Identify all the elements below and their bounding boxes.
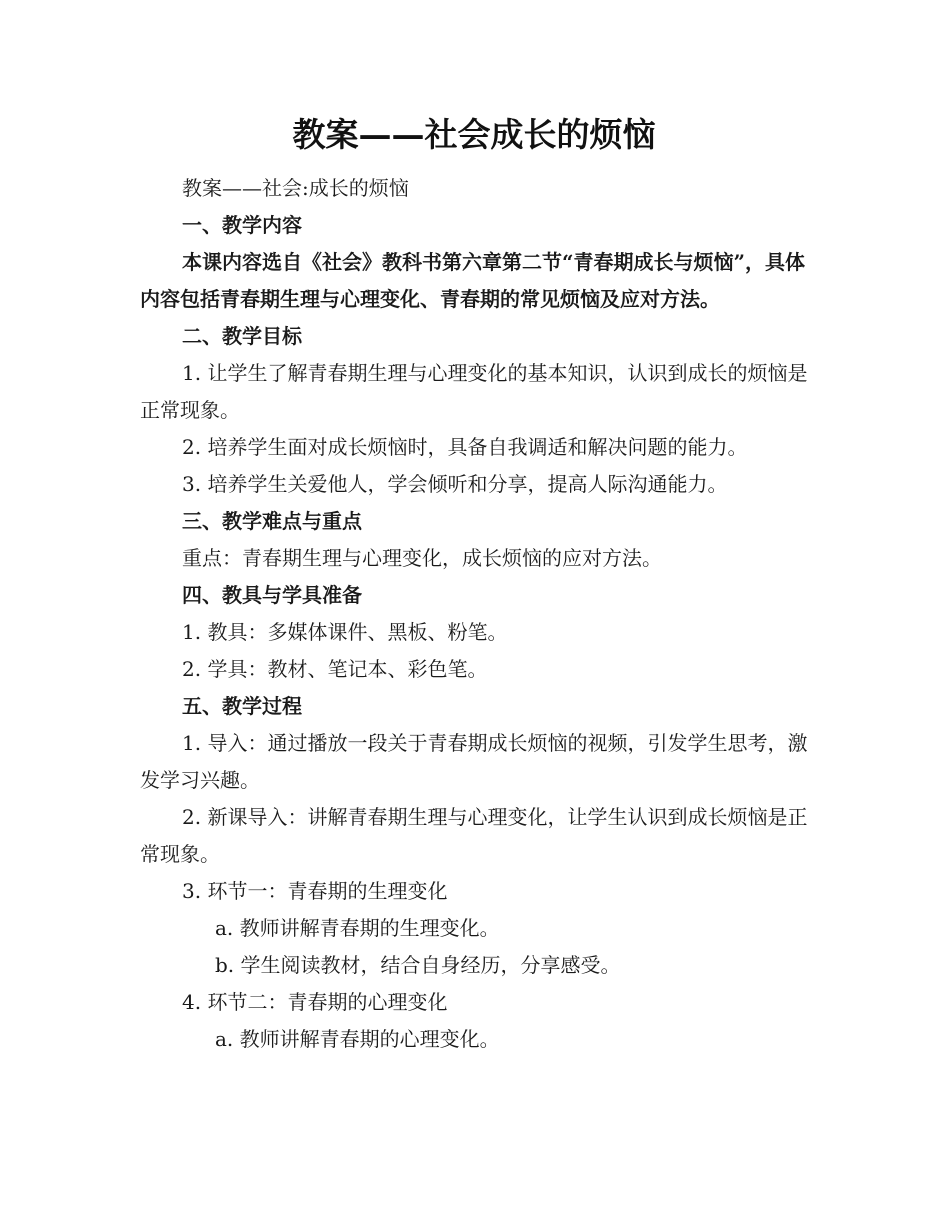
section-process (140, 688, 808, 1058)
document-subtitle: 教案——社会:成长的烦恼 (182, 176, 409, 200)
document-page (140, 100, 808, 1058)
list-item: 2. 学具：教材、笔记本、彩色笔。 (182, 657, 488, 681)
section-heading: 二、教学目标 (182, 324, 302, 348)
section-body: 重点：青春期生理与心理变化，成长烦恼的应对方法。 (182, 546, 662, 570)
section-teaching-goals (140, 318, 808, 503)
list-item: 3. 培养学生关爱他人，学会倾听和分享，提高人际沟通能力。 (182, 472, 728, 496)
list-item: 1. 让学生了解青春期生理与心理变化的基本知识，认识到成长的烦恼是正常现象。 (140, 361, 808, 422)
list-item: 4. 环节二：青春期的心理变化 (182, 990, 448, 1014)
list-item: 2. 新课导入：讲解青春期生理与心理变化，让学生认识到成长烦恼是正常现象。 (140, 805, 808, 866)
section-body: 本课内容选自《社会》教科书第六章第二节“青春期成长与烦恼”，具体内容包括青春期生理与心理变化、青春期的常见烦恼及应对方法。 (140, 250, 806, 311)
list-item: 1. 导入：通过播放一段关于青春期成长烦恼的视频，引发学生思考，激发学习兴趣。 (140, 731, 808, 792)
sub-list-item: a. 教师讲解青春期的生理变化。 (215, 916, 500, 940)
section-teaching-content (140, 207, 808, 318)
document-title: 教案——社会成长的烦恼 (292, 115, 656, 154)
list-item: 2. 培养学生面对成长烦恼时，具备自我调适和解决问题的能力。 (182, 435, 748, 459)
sub-list-item: b. 学生阅读教材，结合自身经历，分享感受。 (215, 953, 621, 977)
section-heading: 五、教学过程 (182, 694, 302, 718)
section-difficulties (140, 503, 808, 577)
section-heading: 三、教学难点与重点 (182, 509, 362, 533)
sub-list-item: a. 教师讲解青春期的心理变化。 (215, 1027, 500, 1051)
section-heading: 四、教具与学具准备 (182, 583, 362, 607)
section-heading: 一、教学内容 (182, 213, 302, 237)
section-tools (140, 577, 808, 688)
list-item: 3. 环节一：青春期的生理变化 (182, 879, 448, 903)
list-item: 1. 教具：多媒体课件、黑板、粉笔。 (182, 620, 508, 644)
